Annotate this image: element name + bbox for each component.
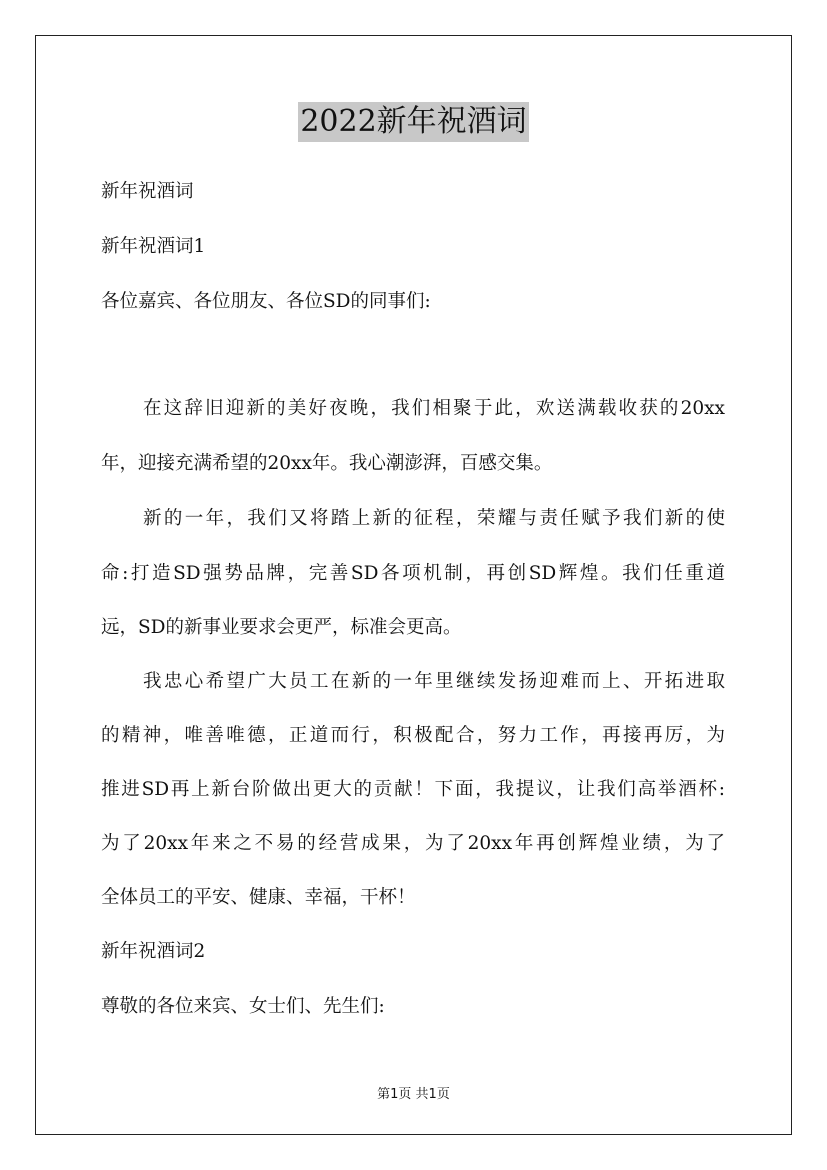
section1-salutation: 各位嘉宾、各位朋友、各位SD的同事们: xyxy=(101,291,431,312)
paragraph-line: 新的一年，我们又将踏上新的征程，荣耀与责任赋予我们新的使 xyxy=(143,508,725,529)
paragraph-line: 的精神，唯善唯德，正道而行，积极配合，努力工作，再接再厉，为 xyxy=(101,725,725,746)
title-container xyxy=(0,102,827,142)
paragraph-line: 全体员工的平安、健康、幸福，干杯！ xyxy=(101,887,416,908)
document-heading: 新年祝酒词 xyxy=(101,181,194,202)
paragraph-line: 命:打造SD强势品牌，完善SD各项机制，再创SD辉煌。我们任重道 xyxy=(101,563,725,584)
paragraph-line: 我忠心希望广大员工在新的一年里继续发扬迎难而上、开拓进取 xyxy=(143,671,725,692)
paragraph-line: 年，迎接充满希望的20xx年。我心潮澎湃，百感交集。 xyxy=(101,453,553,474)
paragraph-line: 在这辞旧迎新的美好夜晚，我们相聚于此，欢送满载收获的20xx xyxy=(143,398,725,419)
section1-heading: 新年祝酒词1 xyxy=(101,236,206,257)
paragraph-line: 推进SD再上新台阶做出更大的贡献！下面，我提议，让我们高举酒杯: xyxy=(101,779,725,800)
section2-heading: 新年祝酒词2 xyxy=(101,941,206,962)
paragraph-line: 远，SD的新事业要求会更严，标准会更高。 xyxy=(101,617,462,638)
paragraph-line: 为了20xx年来之不易的经营成果，为了20xx年再创辉煌业绩，为了 xyxy=(101,833,725,854)
page-footer: 第1页 共1页 xyxy=(377,1087,450,1102)
document-title: 2022新年祝酒词 xyxy=(298,102,528,142)
section2-salutation: 尊敬的各位来宾、女士们、先生们: xyxy=(101,996,385,1017)
